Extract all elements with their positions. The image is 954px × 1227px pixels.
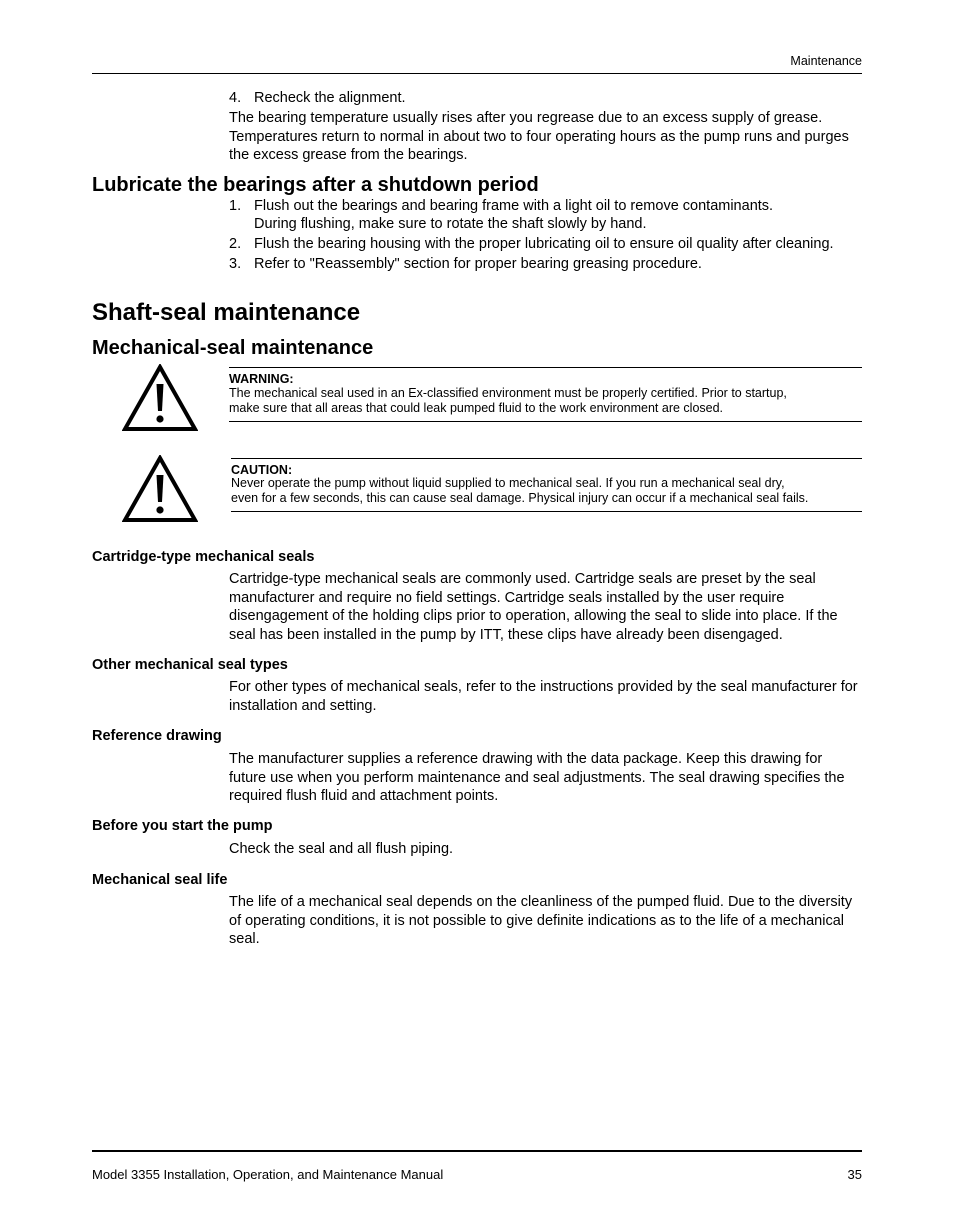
list-number: 2. [229,236,242,252]
list-item [229,89,406,108]
list-item [229,235,834,254]
list-item-continuation [229,215,647,234]
intro-paragraph: The bearing temperature usually rises after you regrease due to an excess supply of grease. Temperatures return to normal in about two to four operating hours as the pump runs and purges the excess grease from the bearings. [229,110,849,163]
reference-paragraph: The manufacturer supplies a reference drawing with the data package. Keep this drawing for future use when you perform maintenance and seal adjustments. The seal drawing specifies the required flush fluid and attachment points. [229,751,845,804]
section-heading-mechanical-seal: Mechanical-seal maintenance [92,337,374,359]
list-text: Refer to "Reassembly" section for proper bearing greasing procedure. [254,256,702,272]
caution-triangle-icon [122,455,198,523]
life-paragraph: The life of a mechanical seal depends on the cleanliness of the pumped fluid. Due to the diversity of operating conditions, it is not possible to give definite indications as to the life of a mechanical seal. [229,894,853,947]
footer-manual-title: Model 3355 Installation, Operation, and Maintenance Manual [92,1167,444,1182]
list-number: 3. [229,256,242,272]
warning-top-rule [229,367,862,368]
caution-text-line: Never operate the pump without liquid supplied to mechanical seal. If you run a mechanical seal dry, [231,476,785,490]
page-number: 35 [847,1167,862,1182]
header-rule [92,73,862,74]
footer-rule [92,1150,862,1152]
list-text: Flush the bearing housing with the proper lubricating oil to ensure oil quality after cleaning. [254,236,834,252]
warning-bottom-rule [229,421,862,422]
warning-text-line: make sure that all areas that could leak pumped fluid to the work environment are closed. [229,400,724,415]
subsection-heading-before: Before you start the pump [92,818,273,834]
warning-triangle-icon [122,364,198,432]
subsection-heading-life: Mechanical seal life [92,872,228,888]
caution-text-line: even for a few seconds, this can cause seal damage. Physical injury can occur if a mechanical seal fails. [231,490,809,505]
list-text: Recheck the alignment. [254,90,406,106]
warning-text [229,386,869,415]
list-text: Flush out the bearings and bearing frame with a light oil to remove contaminants. [254,198,774,214]
running-header: Maintenance [790,54,862,68]
list-item [229,197,774,216]
list-number: 4. [229,90,242,106]
caution-text [231,476,871,505]
chapter-heading-shaft-seal: Shaft-seal maintenance [92,299,361,326]
before-paragraph: Check the seal and all flush piping. [229,841,454,857]
subsection-heading-reference: Reference drawing [92,728,222,744]
subsection-heading-cartridge: Cartridge-type mechanical seals [92,549,315,565]
section-heading-lubricate: Lubricate the bearings after a shutdown period [92,174,539,196]
cartridge-paragraph: Cartridge-type mechanical seals are commonly used. Cartridge seals are preset by the seal manufacturer and require no field settings. Cartridge seals installed by the user require disengagement of the holding clips prior to operation, allowing the seal to slide into place. If the seal has been installed in the pump by ITT, these clips have already been disengaged. [229,571,838,643]
caution-label: CAUTION: [231,463,293,477]
caution-bottom-rule [231,511,862,512]
caution-top-rule [231,458,862,459]
list-text: During flushing, make sure to rotate the shaft slowly by hand. [254,216,647,232]
list-item [229,255,702,274]
subsection-heading-other: Other mechanical seal types [92,657,288,673]
other-paragraph: For other types of mechanical seals, refer to the instructions provided by the seal manufacturer for installation and setting. [229,679,858,714]
list-number: 1. [229,198,242,214]
warning-text-line: The mechanical seal used in an Ex-classified environment must be properly certified. Prior to startup, [229,386,787,400]
warning-label: WARNING: [229,372,294,386]
